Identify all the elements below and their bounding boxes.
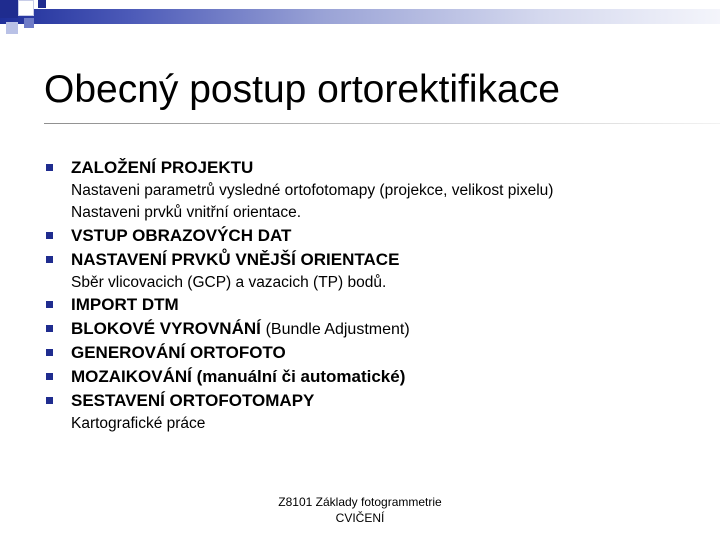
list-item — [71, 318, 410, 341]
bullet-square-icon — [46, 325, 53, 332]
list-item: IMPORT DTM — [71, 295, 179, 314]
bullet-square-icon — [46, 349, 53, 356]
bullet-square-icon — [46, 301, 53, 308]
bullet-square-icon — [46, 164, 53, 171]
title-divider — [44, 123, 720, 124]
list-subitem: Nastaveni prvků vnitřní orientace. — [71, 204, 302, 221]
bullet-square-icon — [46, 232, 53, 239]
header-square-small — [38, 0, 46, 8]
header-square-mid — [24, 18, 34, 28]
slide-footer — [240, 494, 480, 526]
header-square-light — [6, 22, 18, 34]
slide-title: Obecný postup ortorektifikace — [44, 68, 560, 111]
header-square-dark — [0, 0, 18, 18]
list-item: VSTUP OBRAZOVÝCH DAT — [71, 226, 292, 245]
list-item: MOZAIKOVÁNÍ (manuální či automatické) — [71, 367, 406, 386]
list-item: ZALOŽENÍ PROJEKTU — [71, 158, 254, 177]
list-item-label: BLOKOVÉ VYROVNÁNÍ — [71, 319, 261, 338]
list-item: GENEROVÁNÍ ORTOFOTO — [71, 343, 286, 362]
header-square-white — [18, 0, 34, 16]
footer-course: Z8101 Základy fotogrammetrie — [278, 495, 442, 509]
header-decoration — [0, 0, 720, 40]
list-item: NASTAVENÍ PRVKŮ VNĚJŠÍ ORIENTACE — [71, 250, 400, 269]
bullet-square-icon — [46, 373, 53, 380]
list-subitem: Kartografické práce — [71, 415, 206, 432]
list-item: SESTAVENÍ ORTOFOTOMAPY — [71, 391, 315, 410]
header-gradient-bar — [0, 9, 720, 24]
list-item-note: (Bundle Adjustment) — [265, 321, 410, 338]
bullet-square-icon — [46, 397, 53, 404]
footer-label: CVIČENÍ — [335, 511, 385, 525]
bullet-square-icon — [46, 256, 53, 263]
list-subitem: Nastaveni parametrů vysledné ortofotomapy (projekce, velikost pixelu) — [71, 182, 554, 199]
list-subitem: Sběr vlicovacich (GCP) a vazacich (TP) bodů. — [71, 274, 387, 291]
